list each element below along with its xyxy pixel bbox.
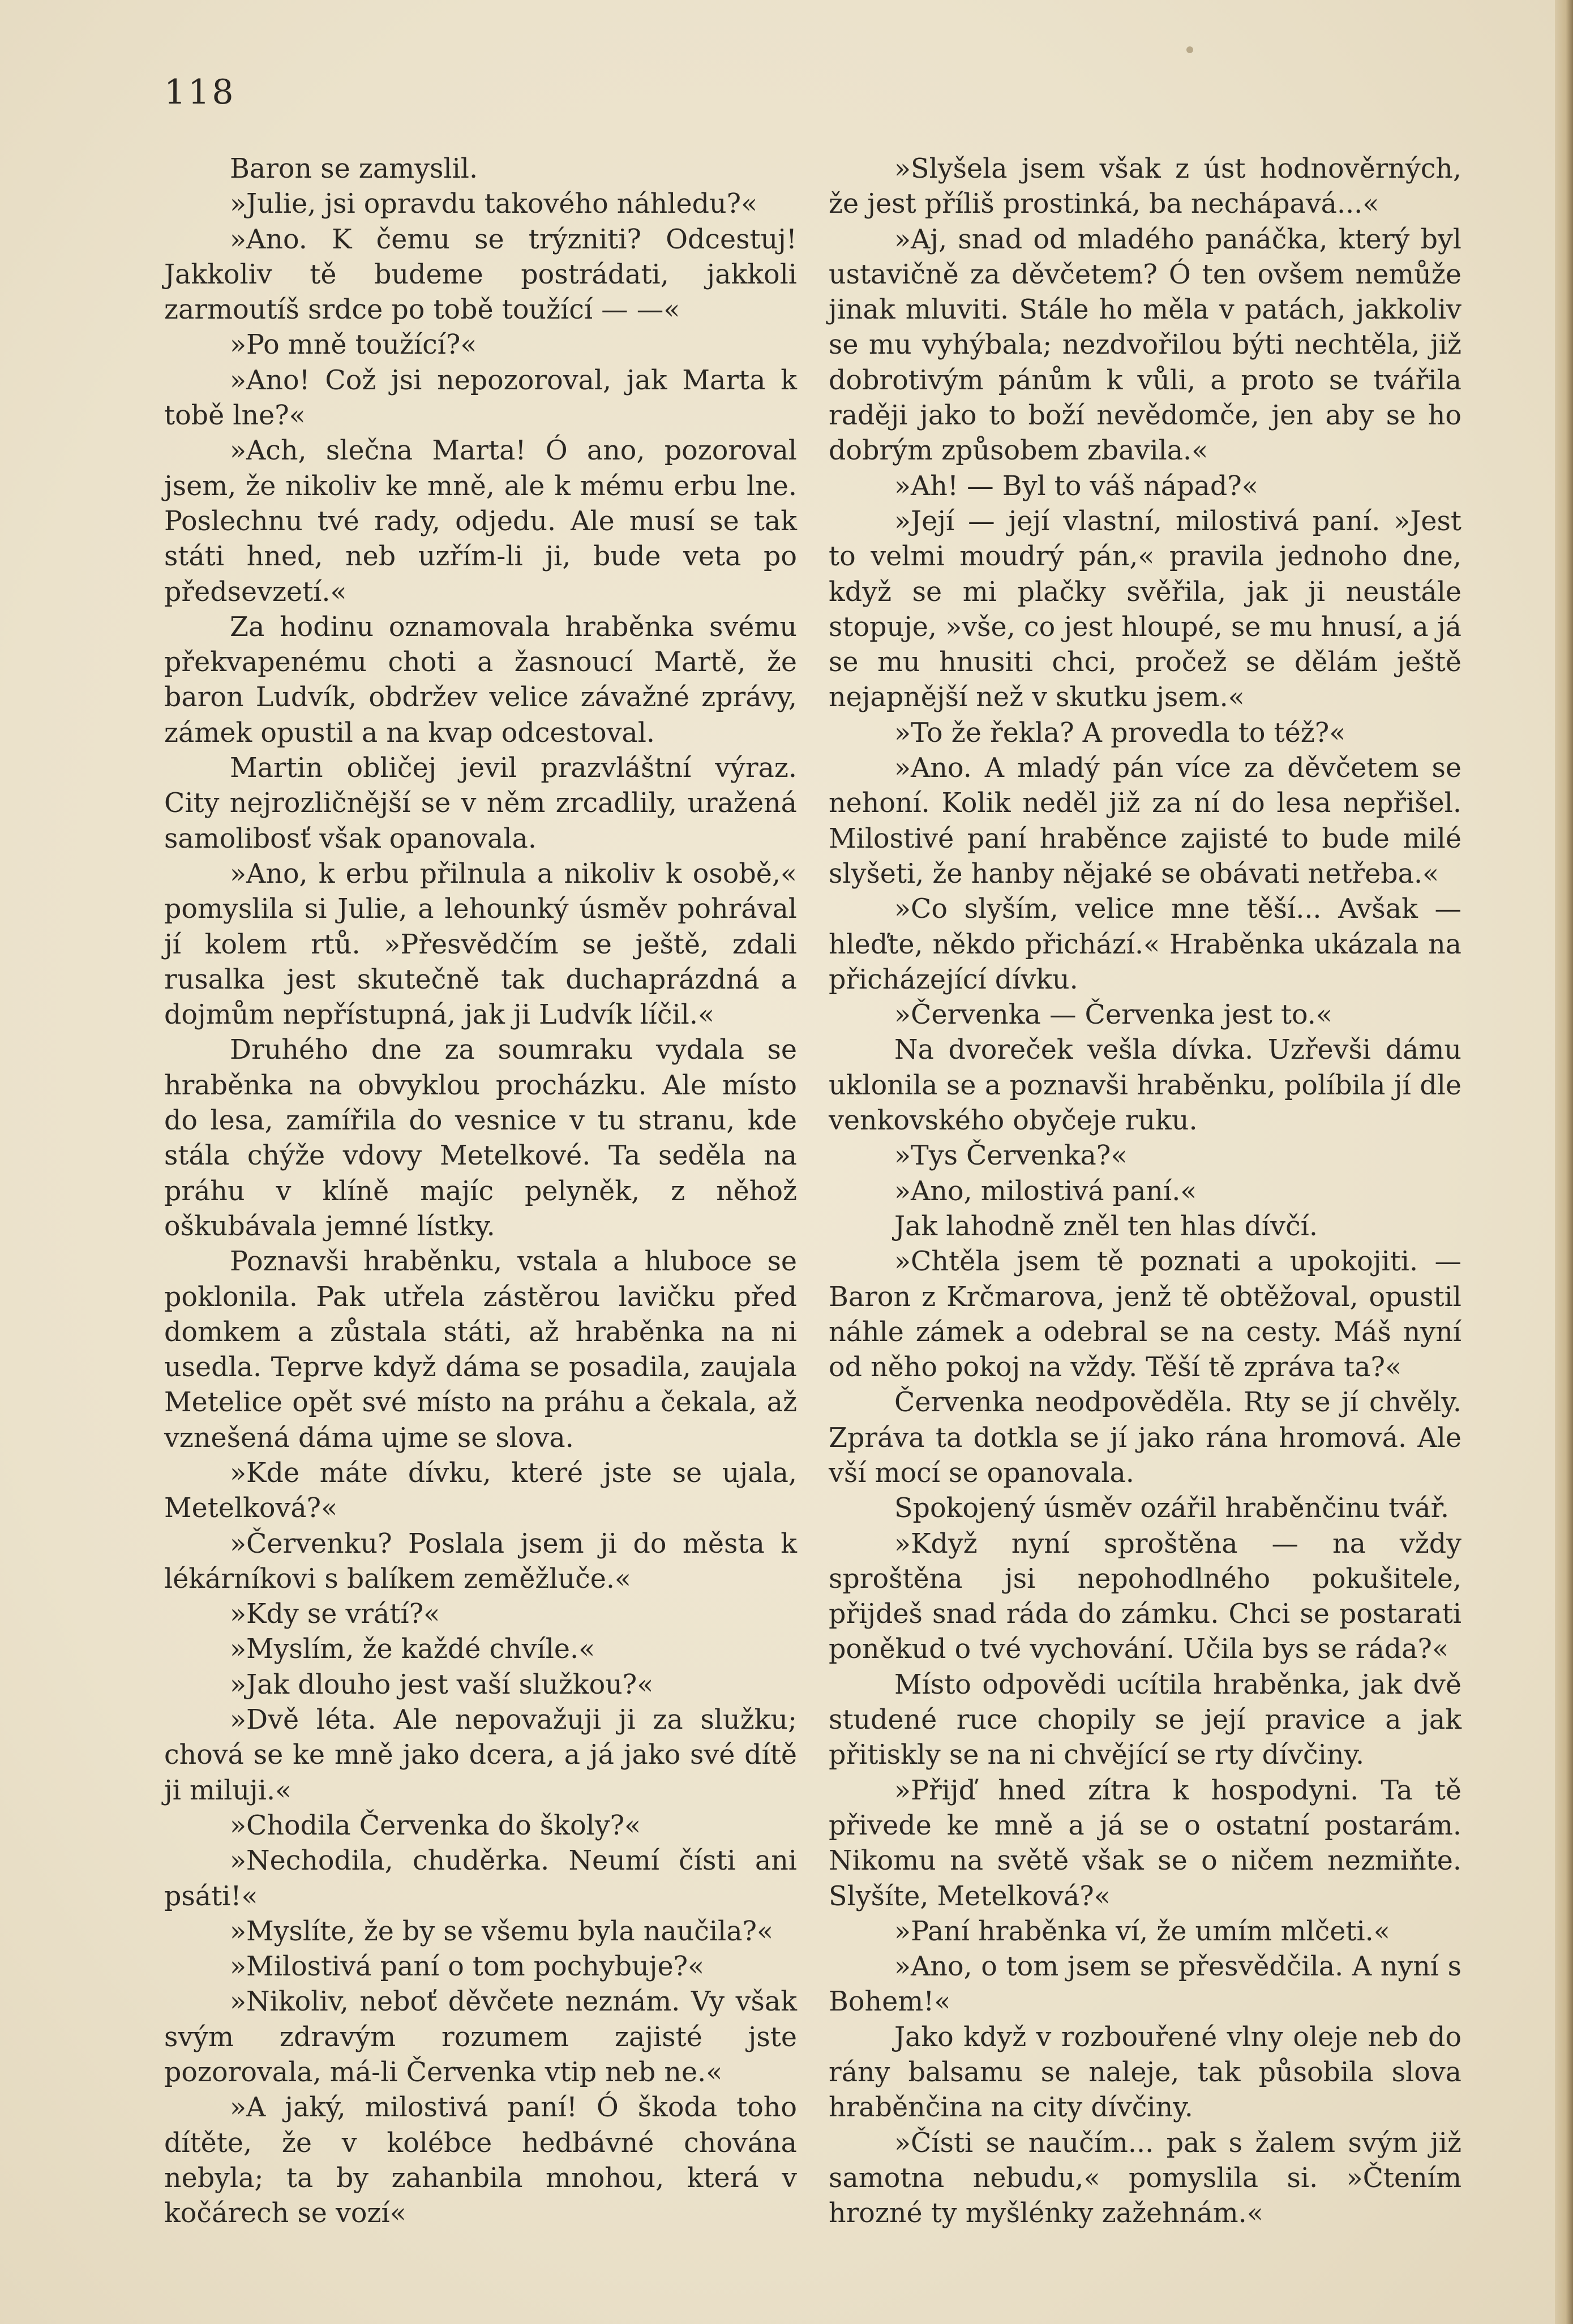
paragraph: »Tys Červenka?« [894, 1140, 1128, 1172]
paragraph: »Myslíte, že by se všemu byla naučila?« [230, 1915, 774, 1947]
paragraph: Jak lahodně zněl ten hlas dívčí. [894, 1210, 1318, 1242]
paragraph: »Ano, milostivá paní.« [894, 1175, 1197, 1207]
paragraph: Baron se zamyslil. [230, 153, 478, 184]
paragraph: Červenka neodpověděla. Rty se jí chvěly. Zpráva ta dotkla se jí jako rána hromová. Ale vší mocí se opanovala. [829, 1387, 1461, 1489]
paragraph: »Aj, snad od mladého panáčka, který byl ustavičně za děvčetem? Ó ten ovšem nemůže jinak mluviti. Stále ho měla v patách, jakkoliv se mu vyhýbala; nezdvořilou býti nechtěla, již dobrotivým pánům k vůli, a proto se tvářila raději jako to boží nevědomče, jen aby se ho dobrým způsobem zbavila.« [829, 224, 1461, 467]
paragraph: »Ano, k erbu přilnula a nikoliv k osobě,« pomyslila si Julie, a lehounký úsměv pohrával jí kolem rtů. »Přesvědčím se ještě, zdali rusalka jest skutečně tak duchaprázdná a dojmům nepřístupná, jak ji Ludvík líčil.« [164, 858, 797, 1031]
paragraph: »Červenku? Poslala jsem ji do města k lékárníkovi s balíkem zeměžluče.« [164, 1528, 797, 1595]
paragraph: »Kde máte dívku, které jste se ujala, Metelková?« [164, 1457, 797, 1524]
paragraph: »Dvě léta. Ale nepovažuji ji za služku; chová se ke mně jako dcera, a já jako své dítě ji miluji.« [164, 1704, 797, 1806]
paragraph: »Myslím, že každé chvíle.« [230, 1634, 595, 1665]
paragraph: »Čísti se naučím... pak s žalem svým již samotna nebudu,« pomyslila si. »Čtením hrozné ty myšlénky zažehnám.« [829, 2127, 1461, 2230]
paragraph: »Ach, slečna Marta! Ó ano, pozoroval jsem, že nikoliv ke mně, ale k mému erbu lne. Poslechnu tvé rady, odjedu. Ale musí se tak státi hned, neb uzřím-li ji, bude veta po předsevzetí.« [164, 435, 797, 608]
paragraph: »A jaký, milostivá paní! Ó škoda toho dítěte, že v kolébce hedbávné chována nebyla; ta by zahanbila mnohou, která v kočárech se vozí« [164, 2092, 797, 2230]
paragraph: Druhého dne za soumraku vydala se hraběnka na obvyklou procházku. Ale místo do lesa, zamířila do vesnice v tu stranu, kde stála chýže vdovy Metelkové. Ta seděla na práhu v klíně majíc pelyněk, z něhož oškubávala jemné lístky. [164, 1034, 797, 1242]
paragraph: »To že řekla? A provedla to též?« [894, 717, 1346, 749]
paragraph: »Ano! Což jsi nepozoroval, jak Marta k tobě lne?« [164, 364, 797, 432]
paragraph: Na dvoreček vešla dívka. Uzřevši dámu uklonila se a poznavši hraběnku, políbila jí dle venkovského obyčeje ruku. [829, 1034, 1461, 1137]
paragraph: »Její — její vlastní, milostivá paní. »Jest to velmi moudrý pán,« pravila jednoho dne, když se mi plačky svěřila, jak ji neustále stopuje, »vše, co jest hloupé, se mu hnusí, a já se mu hnusiti chci, pročež se dělám ještě nejapnější než v skutku jsem.« [829, 505, 1461, 714]
paragraph: Spokojený úsměv ozářil hraběnčinu tvář. [894, 1493, 1450, 1524]
right-column [829, 152, 1461, 2232]
paragraph: »Chodila Červenka do školy?« [230, 1810, 641, 1841]
paragraph: »Chtěla jsem tě poznati a upokojiti. — Baron z Krčmarova, jenž tě obtěžoval, opustil náhle zámek a odebral se na cesty. Máš nyní od něho pokoj na vždy. Těší tě zpráva ta?« [829, 1246, 1461, 1384]
paragraph: »Nechodila, chuděrka. Neumí čísti ani psáti!« [164, 1845, 797, 1912]
paragraph: »Julie, jsi opravdu takového náhledu?« [230, 188, 758, 220]
paragraph: »Nikoliv, neboť děvčete neznám. Vy však svým zdravým rozumem zajisté jste pozorovala, má-li Červenka vtip neb ne.« [164, 1986, 797, 2089]
paragraph: Jako když v rozbouřené vlny oleje neb do rány balsamu se naleje, tak působila slova hraběnčina na city dívčiny. [829, 2021, 1461, 2124]
paragraph: »Kdy se vrátí?« [230, 1599, 440, 1630]
paragraph: »Červenka — Červenka jest to.« [894, 999, 1332, 1031]
paragraph: »Slyšela jsem však z úst hodnověrných, že jest příliš prostinká, ba nechápavá...« [829, 153, 1461, 220]
paragraph: »Ano. A mladý pán více za děvčetem se nehoní. Kolik neděl již za ní do lesa nepřišel. Milostivé paní hraběnce zajisté to bude milé slyšeti, že hanby nějaké se obávati netřeba.« [829, 753, 1461, 890]
paragraph: Za hodinu oznamovala hraběnka svému překvapenému choti a žasnoucí Martě, že baron Ludvík, obdržev velice závažné zprávy, zámek opustil a na kvap odcestoval. [164, 611, 797, 749]
paragraph: Místo odpovědi ucítila hraběnka, jak dvě studené ruce chopily se její pravice a jak přitiskly se na ni chvějící se rty dívčiny. [829, 1669, 1461, 1771]
paragraph: »Ah! — Byl to váš nápad?« [894, 470, 1258, 502]
paragraph: »Jak dlouho jest vaší služkou?« [230, 1669, 654, 1700]
page-edge [1555, 0, 1573, 2324]
paragraph: Martin obličej jevil prazvláštní výraz. City nejrozličnější se v něm zrcadlily, uražená samolibosť však opanovala. [164, 753, 797, 854]
left-column [164, 152, 797, 2232]
paragraph: »Když nyní sproštěna — na vždy sproštěna jsi nepohodlného pokušitele, přijdeš snad ráda do zámku. Chci se postarati poněkud o tvé vychování. Učila bys se ráda?« [829, 1528, 1461, 1665]
paragraph: »Po mně toužící?« [230, 329, 477, 361]
paragraph: »Ano. K čemu se trýzniti? Odcestuj! Jakkoliv tě budeme postrádati, jakkoli zarmoutíš srdce po tobě toužící — —« [164, 224, 797, 326]
paragraph: »Ano, o tom jsem se přesvědčila. A nyní s Bohem!« [829, 1951, 1461, 2018]
paragraph: »Co slyším, velice mne těší... Avšak — hleďte, někdo přichází.« Hraběnka ukázala na přicházející dívku. [829, 893, 1461, 995]
page-number: 118 [164, 72, 236, 112]
paragraph: »Paní hraběnka ví, že umím mlčeti.« [894, 1915, 1390, 1947]
paragraph: »Přijď hned zítra k hospodyni. Ta tě přivede ke mně a já se o ostatní postarám. Nikomu na světě však se o ničem nezmiňte. Slyšíte, Metelková?« [829, 1775, 1461, 1912]
paragraph: »Milostivá paní o tom pochybuje?« [230, 1951, 705, 1983]
paragraph: Poznavši hraběnku, vstala a hluboce se poklonila. Pak utřela zástěrou lavičku před domkem a zůstala státi, až hraběnka na ni usedla. Teprve když dáma se posadila, zaujala Metelice opět své místo na práhu a čekala, až vznešená dáma ujme se slova. [164, 1246, 797, 1454]
ink-speck [1186, 46, 1193, 53]
